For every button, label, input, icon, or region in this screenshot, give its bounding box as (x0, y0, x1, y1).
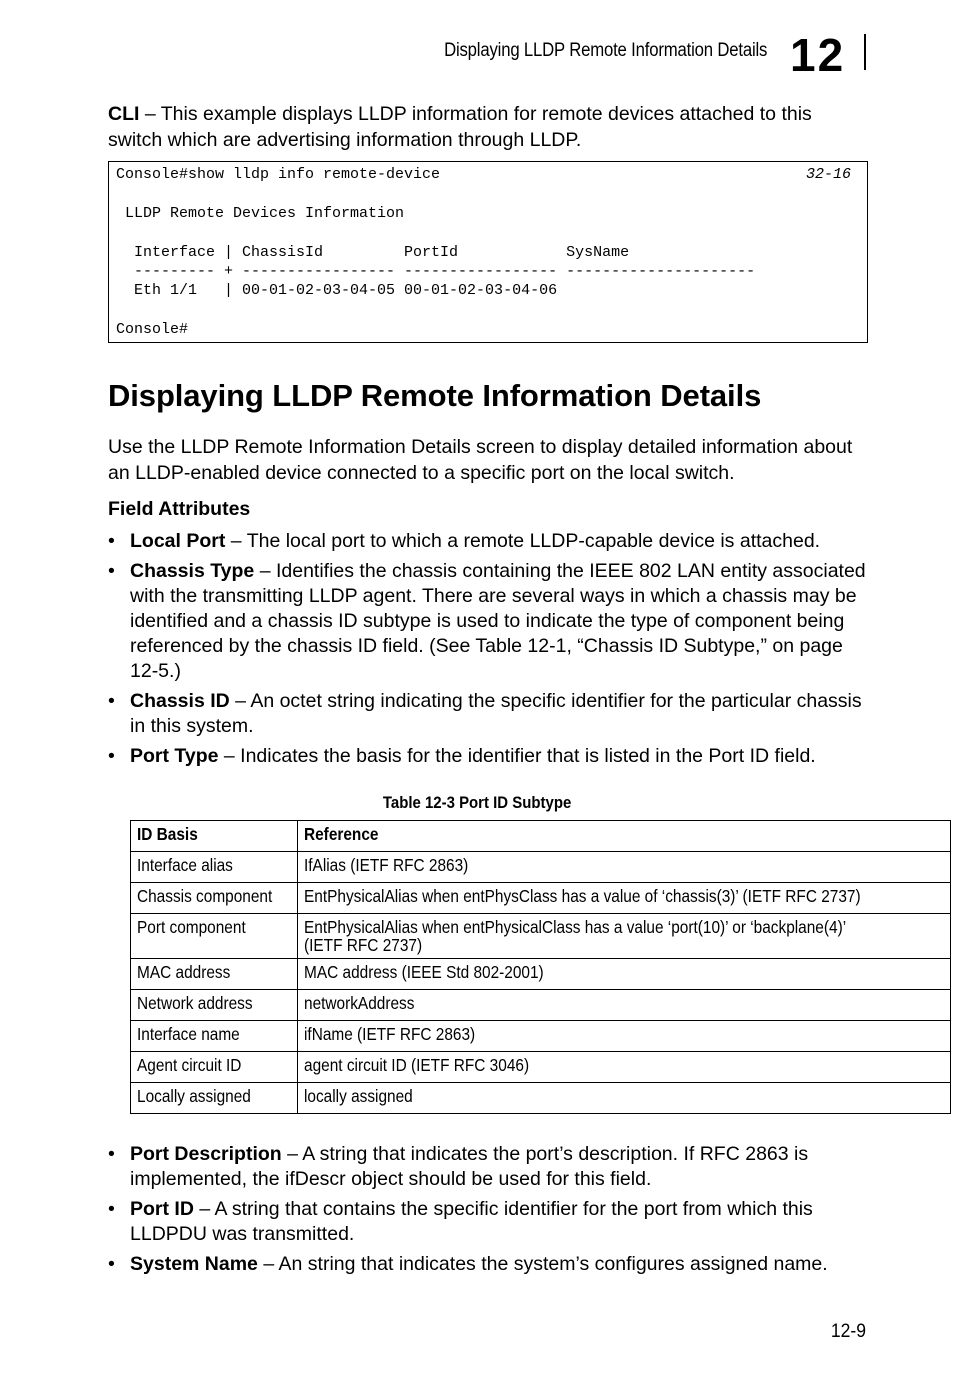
running-header-title: Displaying LLDP Remote Information Details (443, 40, 767, 61)
column-header: ID Basis (131, 821, 298, 852)
table-row (131, 1021, 951, 1052)
field-desc: – Identifies the chassis containing the IEEE 802 LAN entity associated with the transmitting LLDP agent. There are several ways in which a chassis may be identified and a chassis ID subtype is used to indicate the type of component being referenced by the chassis ID field. (See Table 12-1, “Chassis ID Subtype,” on page 12-5.) (130, 560, 866, 682)
field-list-top (108, 529, 868, 774)
table-row (131, 914, 951, 959)
table-cell: Locally assigned (131, 1083, 298, 1114)
field-desc: – A string that contains the specific identifier for the port from which this LLDPDU was transmitted. (130, 1198, 813, 1245)
table-cell: EntPhysicalAlias when entPhysClass has a value of ‘chassis(3)’ (IETF RFC 2737) (297, 883, 950, 914)
field-attributes-heading: Field Attributes (108, 498, 251, 520)
section-title: Displaying LLDP Remote Information Details (108, 378, 762, 413)
table-cell: MAC address (IEEE Std 802-2001) (297, 959, 950, 990)
table-cell: ifName (IETF RFC 2863) (297, 1021, 950, 1052)
table-row (131, 1052, 951, 1083)
command-reference: 32-16 (805, 166, 851, 183)
field-term: Port ID (130, 1198, 194, 1220)
table-cell: IfAlias (IETF RFC 2863) (297, 852, 950, 883)
running-header (0, 29, 954, 81)
field-term: Chassis Type (130, 560, 255, 582)
table-row (131, 990, 951, 1021)
table-cell: Network address (131, 990, 298, 1021)
field-term: Port Type (130, 745, 219, 767)
console-example (108, 161, 868, 343)
page-number: 12-9 (830, 1320, 866, 1342)
field-item (108, 1142, 868, 1192)
field-desc: – An octet string indicating the specific identifier for the particular chassis in this system. (130, 690, 862, 737)
field-term: Port Description (130, 1143, 282, 1165)
field-item (108, 689, 868, 739)
cli-intro-paragraph (108, 101, 868, 153)
field-item (108, 529, 868, 554)
table-cell: MAC address (131, 959, 298, 990)
port-id-subtype-table (130, 820, 951, 1114)
field-desc: – The local port to which a remote LLDP-capable device is attached. (225, 530, 821, 552)
table-cell: EntPhysicalAlias when entPhysicalClass has a value ‘port(10)’ or ‘backplane(4)’ (IETF RFC 2737) (297, 914, 950, 959)
column-header: Reference (297, 821, 950, 852)
table-cell: Interface alias (131, 852, 298, 883)
field-term: Local Port (130, 530, 226, 552)
field-desc: – An string that indicates the system’s configures assigned name. (257, 1253, 828, 1275)
table-row (131, 1083, 951, 1114)
field-desc: – Indicates the basis for the identifier that is listed in the Port ID field. (218, 745, 816, 767)
table-cell: agent circuit ID (IETF RFC 3046) (297, 1052, 950, 1083)
field-list-bottom (108, 1142, 868, 1282)
field-item (108, 1252, 868, 1277)
field-desc: – A string that indicates the port’s description. If RFC 2863 is implemented, the ifDescr object should be used for this field. (130, 1143, 809, 1190)
table-cell: Agent circuit ID (131, 1052, 298, 1083)
field-item (108, 559, 868, 684)
console-text: Console#show lldp info remote-device LLDP Remote Devices Information Interface | ChassisId PortId SysName --------- + ----------------- ----------------- --------------------- Eth 1/1 | 00-01-02-03-04-05 00-01-02-03-04-06 Console# (116, 166, 756, 339)
chapter-number: 12 (790, 29, 846, 81)
table-header-row (131, 821, 951, 852)
chapter-divider (864, 34, 866, 70)
field-term: Chassis ID (130, 690, 230, 712)
table-cell: Port component (131, 914, 298, 959)
field-term: System Name (130, 1253, 258, 1275)
cli-label: CLI (108, 103, 140, 125)
field-item (108, 1197, 868, 1247)
section-description: Use the LLDP Remote Information Details screen to display detailed information about an LLDP-enabled device connected to a specific port on the local switch. (108, 436, 853, 484)
table-row (131, 959, 951, 990)
table-cell: Interface name (131, 1021, 298, 1052)
table-row (131, 883, 951, 914)
cli-intro-text: – This example displays LLDP information for remote devices attached to this switch which are advertising information through LLDP. (108, 103, 812, 151)
field-item (108, 744, 868, 769)
table-row (131, 852, 951, 883)
table-cell: Chassis component (131, 883, 298, 914)
table-caption: Table 12-3 Port ID Subtype (382, 793, 572, 812)
table-cell: networkAddress (297, 990, 950, 1021)
table-cell: locally assigned (297, 1083, 950, 1114)
